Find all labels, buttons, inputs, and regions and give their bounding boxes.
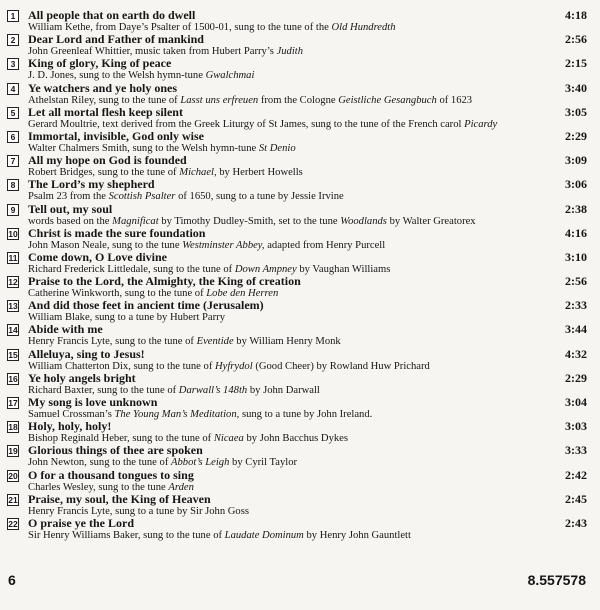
tune-or-source-title: Hyfrydol <box>215 360 253 372</box>
track-title: Dear Lord and Father of mankind <box>28 32 204 47</box>
credit-text: by John Darwall <box>247 384 320 396</box>
credit-text: Richard Baxter, sung to the tune of <box>28 384 179 396</box>
track-number-box: 14 <box>8 325 18 336</box>
track-duration: 3:44 <box>565 322 587 337</box>
track-header <box>7 9 587 22</box>
track-number-box: 1 <box>7 10 19 22</box>
track-number-box: 13 <box>8 301 18 312</box>
track-title: Let all mortal flesh keep silent <box>28 104 183 119</box>
credit-text: Henry Francis Lyte, sung to a tune by Sir John Goss <box>28 505 249 517</box>
credit-text: words based on the <box>28 215 113 227</box>
track-list <box>7 9 587 541</box>
credit-text: by John Bacchus Dykes <box>243 433 349 445</box>
track-duration: 2:42 <box>565 467 587 482</box>
track-title: Immortal, invisible, God only wise <box>28 128 205 143</box>
track-number-box: 22 <box>8 518 18 529</box>
track-number-box: 5 <box>7 107 19 119</box>
track-header <box>7 227 587 240</box>
track-header <box>7 82 587 95</box>
track-header <box>7 33 587 46</box>
track-header <box>7 348 587 361</box>
track-item <box>7 178 587 202</box>
tune-or-source-title: Darwall’s 148th <box>178 384 248 396</box>
track-duration: 3:09 <box>565 153 587 168</box>
track-duration: 2:29 <box>565 128 587 143</box>
track-duration: 2:43 <box>565 515 587 530</box>
tune-or-source-title: Lasst uns erfreuen <box>180 94 259 106</box>
track-title: King of glory, King of peace <box>28 56 172 71</box>
tune-or-source-title: Old Hundredth <box>331 22 396 33</box>
credit-text: from the Cologne <box>258 94 339 106</box>
track-item <box>7 82 587 106</box>
track-title: Abide with me <box>28 322 103 337</box>
track-number-box: 2 <box>7 34 19 46</box>
track-item <box>7 372 587 396</box>
track-item <box>7 57 587 81</box>
credit-text: Sir Henry Williams Baker, sung to the tune of <box>28 529 225 541</box>
track-number-box: 19 <box>8 446 18 457</box>
track-title: Come down, O Love divine <box>28 249 168 264</box>
track-item <box>7 420 587 444</box>
track-header <box>7 444 587 457</box>
catalog-number: 8.557578 <box>527 572 586 588</box>
track-duration: 2:33 <box>565 298 587 313</box>
credit-text: Athelstan Riley, sung to the tune of <box>28 94 181 106</box>
credit-text: by William Henry Monk <box>233 336 341 348</box>
track-item <box>7 396 587 420</box>
tune-or-source-title: Gwalchmai <box>205 70 255 82</box>
track-header <box>7 299 587 312</box>
tune-or-source-title: Nicaea <box>213 433 244 445</box>
track-duration: 3:05 <box>565 104 587 119</box>
track-duration: 4:16 <box>565 225 587 240</box>
track-title: Praise to the Lord, the Almighty, the King of creation <box>28 274 301 289</box>
track-duration: 3:06 <box>565 177 587 192</box>
track-title: All my hope on God is founded <box>28 153 187 168</box>
track-title: The Lord’s my shepherd <box>28 177 155 192</box>
tune-or-source-title: Picardy <box>464 118 498 130</box>
credit-text: by Henry John Gauntlett <box>303 529 411 541</box>
track-header <box>7 396 587 409</box>
track-duration: 3:33 <box>565 443 587 458</box>
track-item <box>7 323 587 347</box>
tune-or-source-title: Magnificat <box>112 215 159 227</box>
track-number-box: 21 <box>8 494 18 505</box>
tune-or-source-title: St Denio <box>258 142 296 154</box>
track-credits <box>28 70 587 81</box>
tune-or-source-title: Geistliche Gesangbuch <box>338 94 437 106</box>
credit-text: Bishop Reginald Heber, sung to the tune of <box>28 433 214 445</box>
track-item <box>7 444 587 468</box>
track-credits <box>28 191 587 202</box>
credit-text: of 1623 <box>436 94 473 106</box>
track-title: Glorious things of thee are spoken <box>28 443 203 458</box>
track-item <box>7 275 587 299</box>
track-duration: 3:04 <box>565 395 587 409</box>
track-title: Ye holy angels bright <box>28 370 136 385</box>
credit-text: John Newton, sung to the tune of <box>28 457 172 469</box>
track-duration: 2:45 <box>565 491 587 506</box>
track-title: O for a thousand tongues to sing <box>28 467 194 482</box>
credit-text: William Kethe, from Daye’s Psalter of 1500-01, sung to the tune of the <box>28 22 332 33</box>
track-number-box: 18 <box>8 422 18 433</box>
track-item <box>7 227 587 251</box>
credit-text: J. D. Jones, sung to the Welsh hymn-tune <box>28 70 206 82</box>
track-header <box>7 130 587 143</box>
track-number-box: 17 <box>8 398 18 408</box>
tune-or-source-title: Eventide <box>196 336 234 348</box>
track-title: My song is love unknown <box>28 395 158 409</box>
credit-text: William Chatterton Dix, sung to the tune of <box>28 360 215 372</box>
track-item <box>7 493 587 517</box>
track-credits <box>28 336 587 347</box>
track-header <box>7 203 587 216</box>
track-number-box: 4 <box>7 83 19 95</box>
page-number: 6 <box>8 572 16 588</box>
tune-or-source-title: Down Ampney <box>234 263 297 275</box>
track-duration: 3:40 <box>565 80 587 95</box>
track-item <box>7 348 587 372</box>
credit-text: John Mason Neale, sung to the tune <box>28 239 183 251</box>
track-credits <box>28 312 587 323</box>
track-item <box>7 9 587 33</box>
track-title: Tell out, my soul <box>28 201 113 216</box>
track-item <box>7 469 587 493</box>
track-header <box>7 469 587 482</box>
track-title: All people that on earth do dwell <box>28 8 196 22</box>
track-number-box: 9 <box>7 204 19 216</box>
track-header <box>7 57 587 70</box>
track-header <box>7 275 587 288</box>
track-item <box>7 517 587 541</box>
credit-text: John Greenleaf Whittier, music taken from Hubert Parry’s <box>28 46 277 58</box>
track-number-box: 6 <box>7 131 19 143</box>
tune-or-source-title: Abbot’s Leigh <box>171 457 230 469</box>
track-number-box: 12 <box>8 277 18 288</box>
credit-text: adapted from Henry Purcell <box>264 239 386 251</box>
track-number-box: 16 <box>8 373 18 384</box>
track-duration: 4:18 <box>565 8 587 22</box>
track-number-box: 3 <box>7 58 19 70</box>
track-title: Praise, my soul, the King of Heaven <box>28 491 211 506</box>
track-title: Christ is made the sure foundation <box>28 225 206 240</box>
track-number-box: 15 <box>8 349 18 360</box>
track-item <box>7 299 587 323</box>
track-number-box: 20 <box>8 470 18 481</box>
track-title: Holy, holy, holy! <box>28 419 112 434</box>
tune-or-source-title: Michael, <box>179 167 217 179</box>
track-item <box>7 203 587 227</box>
credit-text: Richard Frederick Littledale, sung to the tune of <box>28 263 235 275</box>
track-duration: 3:10 <box>565 249 587 264</box>
track-duration: 2:15 <box>565 56 587 71</box>
track-duration: 2:56 <box>565 274 587 289</box>
credit-text: Walter Chalmers Smith, sung to the Welsh hymn-tune <box>28 142 259 154</box>
credit-text: William Blake, sung to a tune by Hubert Parry <box>28 312 225 324</box>
track-header <box>7 154 587 167</box>
tune-or-source-title: The Young Man’s Meditation, <box>114 409 240 420</box>
tune-or-source-title: Judith <box>276 46 304 58</box>
tune-or-source-title: Laudate Dominum <box>224 529 304 541</box>
track-item <box>7 154 587 178</box>
tune-or-source-title: Scottish Psalter <box>108 191 176 203</box>
credit-text: by Cyril Taylor <box>229 457 298 469</box>
track-number-box: 7 <box>7 155 19 167</box>
track-item <box>7 106 587 130</box>
credit-text: Psalm 23 from the <box>28 191 109 203</box>
track-item <box>7 251 587 275</box>
track-number-box: 10 <box>8 228 18 239</box>
credit-text: by Timothy Dudley-Smith, set to the tune <box>158 215 341 227</box>
track-number-box: 11 <box>8 252 18 263</box>
tune-or-source-title: Arden <box>168 481 194 493</box>
tune-or-source-title: Woodlands <box>340 215 387 227</box>
credit-text: (Good Cheer) by Rowland Huw Prichard <box>252 360 430 372</box>
track-header <box>7 372 587 385</box>
credit-text: of 1650, sung to a tune by Jessie Irvine <box>175 191 344 203</box>
track-header <box>7 251 587 264</box>
track-header <box>7 323 587 336</box>
track-item <box>7 33 587 57</box>
credit-text: by Herbert Howells <box>216 167 303 179</box>
credit-text: by Walter Greatorex <box>386 215 476 227</box>
track-credits <box>28 409 587 420</box>
tune-or-source-title: Lobe den Herren <box>206 288 279 300</box>
credit-text: Henry Francis Lyte, sung to the tune of <box>28 336 197 348</box>
tune-or-source-title: Westminster Abbey, <box>182 239 265 251</box>
track-header <box>7 178 587 191</box>
track-title: O praise ye the Lord <box>28 515 134 530</box>
credit-text: Charles Wesley, sung to the tune <box>28 481 169 493</box>
track-duration: 3:03 <box>565 419 587 434</box>
track-header <box>7 517 587 530</box>
track-header <box>7 420 587 433</box>
track-duration: 4:32 <box>565 346 587 361</box>
track-item <box>7 130 587 154</box>
credit-text: sung to a tune by John Ireland. <box>239 409 373 420</box>
credit-text: Gerard Moultrie, text derived from the Greek Liturgy of St James, sung to the tune of the French carol <box>28 118 465 130</box>
track-title: Alleluya, sing to Jesus! <box>28 346 145 361</box>
track-header <box>7 493 587 506</box>
credit-text: Catherine Winkworth, sung to the tune of <box>28 288 207 300</box>
credit-text: Robert Bridges, sung to the tune of <box>28 167 180 179</box>
track-title: Ye watchers and ye holy ones <box>28 80 177 95</box>
track-title: And did those feet in ancient time (Jerusalem) <box>28 298 264 313</box>
track-duration: 2:56 <box>565 32 587 47</box>
track-duration: 2:29 <box>565 370 587 385</box>
credit-text: by Vaughan Williams <box>296 263 391 275</box>
track-duration: 2:38 <box>565 201 587 216</box>
credit-text: Samuel Crossman’s <box>28 409 115 420</box>
track-number-box: 8 <box>7 179 19 191</box>
track-credits <box>28 530 587 541</box>
track-credits <box>28 457 587 468</box>
track-header <box>7 106 587 119</box>
